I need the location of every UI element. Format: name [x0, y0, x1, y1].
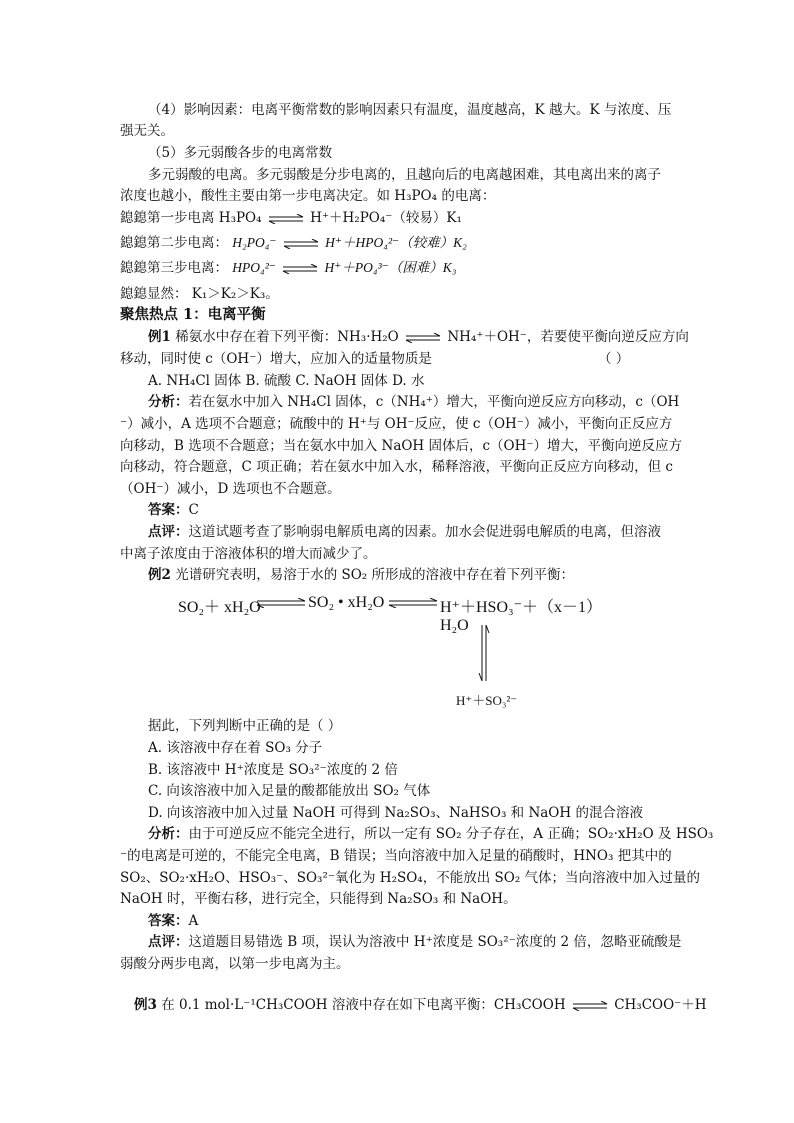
reaction-products: H⁺＋HSO₃⁻＋（x－1）H₂O	[440, 599, 603, 634]
constants-comparison: 鎴鎴显然： K₁＞K₂＞K₃。	[120, 286, 279, 302]
example-1-label: 例1	[148, 329, 171, 345]
equilibrium-arrow-icon	[282, 264, 318, 274]
step-3-reactant: HPO₄²⁻	[232, 260, 276, 275]
equilibrium-arrow-icon	[256, 598, 306, 608]
reaction-reactants: SO₂＋ xH₂O	[178, 599, 261, 616]
text-line: （4）影响因素：电离平衡常数的影响因素只有温度，温度越高，K 越大。K 与浓度、压	[148, 102, 672, 118]
text-line: 弱酸分两步电离，以第一步电离为主。	[120, 956, 350, 972]
equilibrium-arrow-icon	[405, 333, 441, 343]
example-3-text-a: 在 0.1 mol·L⁻¹CH₃COOH 溶液中存在如下电离平衡：CH₃COOH	[161, 997, 566, 1013]
comment-2	[148, 932, 681, 952]
example-2-label: 例2	[148, 567, 171, 583]
step-1-prefix: 鎴鎴第一步电离 H₃PO₄	[120, 210, 262, 226]
example-3-text-b: CH₃COO⁻＋H	[614, 997, 707, 1013]
analysis-label: 分析：	[148, 826, 189, 842]
text-line: ⁻）减小，A 选项不合题意；硫酸中的 H⁺与 OH⁻反应，使 c（OH⁻）减小，平衡向正反应方	[120, 416, 673, 432]
ionization-step-3	[120, 258, 456, 278]
analysis-2	[148, 824, 713, 844]
comment-1	[148, 522, 661, 542]
ionization-step-1	[120, 208, 462, 228]
comment-text: 这道题目易错选 B 项，误认为溶液中 H⁺浓度是 SO₃²⁻浓度的 2 倍，忽略亚硫酸是	[188, 934, 682, 950]
equilibrium-arrow-icon	[268, 214, 304, 224]
answer-1	[148, 500, 199, 520]
text-line: （5）多元弱酸各步的电离常数	[148, 145, 333, 161]
example-3-question	[134, 995, 707, 1015]
text-line: （OH⁻）减小，D 选项也不合题意。	[120, 481, 341, 497]
text-line: 移动，同时使 c（OH⁻）增大，应加入的适量物质是	[120, 351, 432, 367]
example-2-prompt: 据此，下列判断中正确的是（ ）	[148, 718, 342, 734]
step-2-reactant: H₂PO₄⁻	[232, 235, 277, 250]
answer-value: A	[188, 913, 199, 929]
step-1-products: H⁺＋H₂PO₄⁻（较易）K₁	[310, 210, 462, 226]
analysis-label: 分析：	[148, 394, 189, 410]
comment-label: 点评：	[148, 934, 189, 950]
reaction-bottom-products: H⁺＋SO₃²⁻	[456, 693, 518, 708]
step-3-prefix: 鎴鎴第三步电离：	[120, 260, 228, 276]
option-b: B. 该溶液中 H⁺浓度是 SO₃²⁻浓度的 2 倍	[148, 762, 398, 778]
analysis-1	[148, 392, 679, 412]
section-heading: 聚焦热点 1：电离平衡	[120, 306, 266, 323]
text-line: SO₂、SO₂·xH₂O、HSO₃⁻、SO₃²⁻氧化为 H₂SO₄，不能放出 SO₂ 气体；当向溶液中加入过量的	[120, 870, 701, 886]
example-1-text-b: NH₄⁺＋OH⁻，若要使平衡向逆反应方向	[447, 329, 689, 345]
example-2-text: 光谱研究表明，易溶于水的 SO₂ 所形成的溶液中存在着下列平衡：	[175, 567, 575, 583]
example-1-options: A. NH₄Cl 固体 B. 硫酸 C. NaOH 固体 D. 水	[148, 373, 425, 389]
answer-label: 答案：	[148, 913, 189, 929]
equilibrium-arrow-icon	[283, 239, 319, 249]
reaction-hydrate: SO₂ • xH₂O	[308, 594, 385, 611]
answer-value: C	[188, 502, 199, 518]
equilibrium-arrow-icon	[388, 598, 438, 608]
answer-blank: （ ）	[598, 351, 630, 367]
example-1-question	[148, 327, 689, 347]
text-line: 强无关。	[120, 123, 174, 139]
option-c: C. 向该溶液中加入足量的酸都能放出 SO₂ 气体	[148, 783, 431, 799]
analysis-text: 由于可逆反应不能完全进行，所以一定有 SO₂ 分子存在，A 正确；SO₂·xH₂O 及 HSO₃	[188, 826, 714, 842]
option-a: A. 该溶液中存在着 SO₃ 分子	[148, 740, 323, 756]
vertical-equilibrium-arrow-icon	[478, 624, 490, 682]
text-line: ⁻的电离是可逆的，不能完全电离，B 错误；当向溶液中加入足量的硝酸时，HNO₃ 把其中的	[120, 848, 672, 864]
option-d: D. 向该溶液中加入过量 NaOH 可得到 Na₂SO₃、NaHSO₃ 和 NaOH 的混合溶液	[148, 805, 643, 821]
example-2-question	[148, 565, 574, 585]
answer-label: 答案：	[148, 502, 189, 518]
step-2-prefix: 鎴鎴第二步电离：	[120, 235, 228, 251]
text-line: 浓度也越小，酸性主要由第一步电离决定。如 H₃PO₄ 的电离：	[120, 188, 496, 204]
example-1-text-a: 稀氨水中存在着下列平衡：NH₃·H₂O	[175, 329, 399, 345]
answer-2	[148, 911, 198, 931]
equilibrium-arrow-icon	[572, 1001, 608, 1011]
step-2-products: H⁺＋HPO₄²⁻（较难）K₂	[325, 235, 467, 250]
analysis-text: 若在氨水中加入 NH₄Cl 固体，c（NH₄⁺）增大，平衡向逆反应方向移动，c（OH	[188, 394, 680, 410]
example-3-label: 例3	[134, 997, 157, 1013]
text-line: 多元弱酸的电离。多元弱酸是分步电离的，且越向后的电离越困难，其电离出来的离子	[148, 167, 661, 183]
text-line: 向移动，B 选项不合题意；当在氨水中加入 NaOH 固体后，c（OH⁻）增大，平衡向逆反应方	[120, 438, 683, 454]
text-line: 向移动，符合题意，C 项正确；若在氨水中加入水，稀释溶液，平衡向正反应方向移动，但 c	[120, 459, 673, 475]
reaction-scheme	[178, 592, 618, 712]
text-line: 中离子浓度由于溶液体积的增大而减少了。	[120, 546, 377, 562]
comment-text: 这道试题考查了影响弱电解质电离的因素。加水会促进弱电解质的电离，但溶液	[188, 524, 661, 540]
comment-label: 点评：	[148, 524, 189, 540]
text-line: NaOH 时，平衡右移，进行完全，只能得到 Na₂SO₃ 和 NaOH。	[120, 891, 517, 907]
ionization-step-2	[120, 233, 467, 253]
step-3-products: H⁺＋PO₄³⁻（困难）K₃	[324, 260, 457, 275]
